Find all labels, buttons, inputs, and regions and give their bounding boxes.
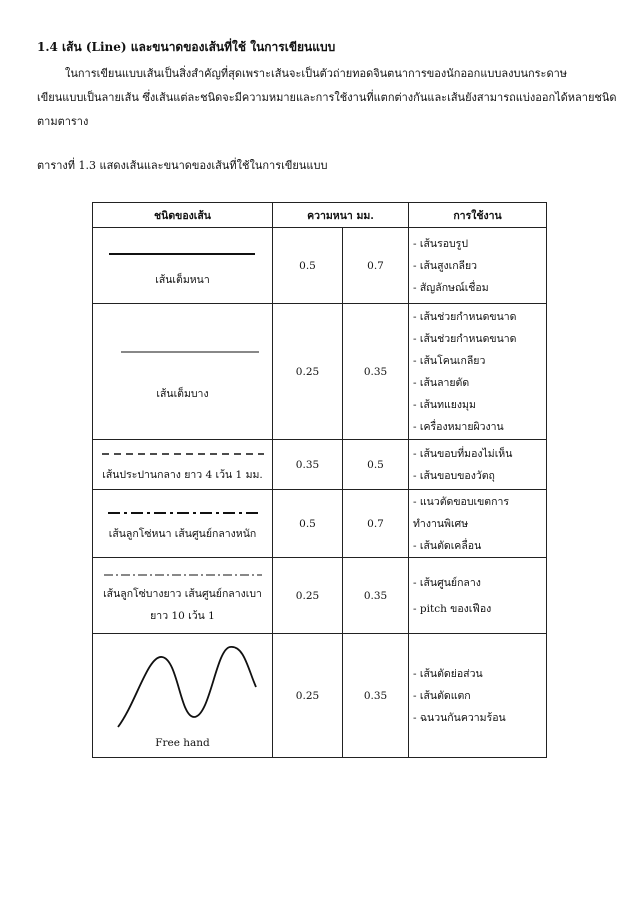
line-type-cell (93, 558, 273, 634)
usage-item: - เส้นช่วยกำหนดขนาด (413, 332, 517, 345)
usage-item: - เครื่องหมายผิวงาน (413, 420, 504, 433)
free-hand-line-sample (98, 641, 268, 733)
line-type-cell (93, 228, 273, 304)
usage-item: - เส้นทแยงมุม (413, 398, 476, 411)
section-heading: 1.4 เส้น (Line) และขนาดของเส้นที่ใช้ ในการเขียนแบบ (37, 40, 336, 54)
line-type-cell (93, 440, 273, 490)
line-type-cell (93, 634, 273, 758)
usage-item: - เส้นขอบที่มองไม่เห็น (413, 447, 513, 460)
header-usage: การใช้งาน (409, 203, 547, 228)
usage-item: - เส้นสูงเกลียว (413, 259, 478, 272)
header-line-type: ชนิดของเส้น (93, 203, 273, 228)
header-thickness: ความหนา มม. (273, 203, 409, 228)
table-caption: ตารางที่ 1.3 แสดงเส้นและขนาดของเส้นที่ใช้ในการเขียนแบบ (37, 159, 328, 172)
thickness-value: 0.25 (273, 634, 343, 758)
usage-item: - แนวตัดขอบเขตการ (413, 495, 510, 508)
line-types-table (92, 202, 547, 758)
intro-line: เขียนแบบเป็นลายเส้น ซึ่งเส้นแต่ละชนิดจะมีความหมายและการใช้งานที่แตกต่างกันและเส้นยังสามารถแบ่งออกได้หลายชนิด (37, 91, 617, 104)
usage-cell (409, 490, 547, 558)
usage-cell (409, 304, 547, 440)
line-type-cell (93, 490, 273, 558)
line-type-label: เส้นเต็มหนา (155, 273, 210, 286)
thin-solid-line-sample (103, 342, 263, 362)
usage-item: - ฉนวนกันความร้อน (413, 711, 506, 724)
intro-line: ตามตาราง (37, 115, 89, 128)
usage-item: - pitch ของเฟือง (413, 602, 492, 615)
usage-item: - เส้นตัดย่อส่วน (413, 667, 483, 680)
thickness-value: 0.7 (343, 228, 409, 304)
usage-cell (409, 228, 547, 304)
table-row (93, 304, 547, 440)
thick-solid-line-sample (103, 244, 263, 264)
table-row (93, 558, 547, 634)
table-row (93, 228, 547, 304)
line-type-label: เส้นเต็มบาง (156, 387, 209, 400)
line-type-label: เส้นลูกโซ่บางยาว เส้นศูนย์กลางเบา (103, 587, 262, 600)
usage-item: - เส้นรอบรูป (413, 237, 468, 250)
table-header-row (93, 203, 547, 228)
thickness-value: 0.5 (273, 490, 343, 558)
usage-cell (409, 634, 547, 758)
thin-chain-line-sample (98, 568, 268, 582)
thickness-value: 0.35 (343, 558, 409, 634)
line-type-label: เส้นลูกโซ่หนา เส้นศูนย์กลางหนัก (108, 527, 257, 540)
usage-item: - เส้นตัดเคลื่อน (413, 539, 482, 552)
thickness-value: 0.5 (273, 228, 343, 304)
usage-item: - เส้นโคนเกลียว (413, 354, 486, 367)
usage-item: - เส้นศูนย์กลาง (413, 576, 481, 589)
usage-cell (409, 558, 547, 634)
thickness-value: 0.25 (273, 304, 343, 440)
dashed-line-sample (98, 447, 268, 461)
line-type-label: Free hand (155, 736, 210, 749)
thickness-value: 0.25 (273, 558, 343, 634)
thickness-value: 0.7 (343, 490, 409, 558)
thick-chain-line-sample (98, 506, 268, 520)
usage-item: - เส้นขอบของวัตถุ (413, 469, 495, 482)
usage-item: - สัญลักษณ์เชื่อม (413, 281, 489, 294)
line-type-label: ยาว 10 เว้น 1 (150, 609, 215, 622)
line-type-label: เส้นประปานกลาง ยาว 4 เว้น 1 มม. (102, 468, 263, 481)
table-row (93, 440, 547, 490)
usage-item: - เส้นลายตัด (413, 376, 470, 389)
line-type-cell (93, 304, 273, 440)
usage-item: - เส้นช่วยกำหนดขนาด (413, 310, 517, 323)
thickness-value: 0.5 (343, 440, 409, 490)
thickness-value: 0.35 (343, 634, 409, 758)
usage-cell (409, 440, 547, 490)
table-row (93, 490, 547, 558)
thickness-value: 0.35 (343, 304, 409, 440)
usage-item: - เส้นตัดแตก (413, 689, 471, 702)
usage-item: ทำงานพิเศษ (413, 517, 469, 530)
intro-paragraph (37, 62, 617, 134)
thickness-value: 0.35 (273, 440, 343, 490)
table-row (93, 634, 547, 758)
intro-line: ในการเขียนแบบเส้นเป็นสิ่งสำคัญที่สุดเพราะเส้นจะเป็นตัวถ่ายทอดจินตนาการของนักออกแบบลงบนกระดาษ (65, 67, 568, 80)
